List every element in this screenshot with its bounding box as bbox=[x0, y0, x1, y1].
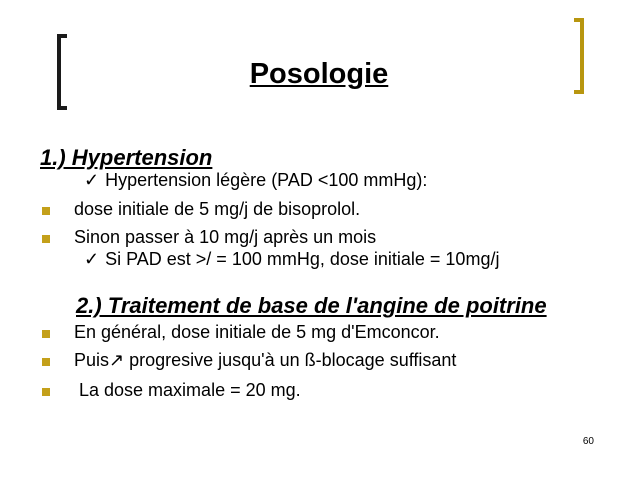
bullet-item-sinon-passer: Sinon passer à 10 mg/j après un mois bbox=[74, 227, 377, 247]
bullet-suffix-text: progresive jusqu'à un ß-blocage suffisant bbox=[124, 350, 457, 370]
page-number: 60 bbox=[582, 436, 594, 447]
square-bullet-icon bbox=[42, 388, 50, 396]
bullet-item-puis-progressive bbox=[74, 350, 456, 371]
square-bullet-icon bbox=[42, 207, 50, 215]
check-item-si-pad bbox=[84, 249, 499, 270]
checkmark-icon: ✓ bbox=[84, 249, 100, 269]
arrow-up-right-icon: ↗ bbox=[109, 350, 125, 370]
check-item-text: Si PAD est >/ = 100 mmHg, dose initiale = 10mg/j bbox=[105, 249, 500, 269]
section-heading-angine: 2.) Traitement de base de l'angine de poitrine bbox=[76, 293, 547, 318]
bullet-item-dose-initiale: dose initiale de 5 mg/j de bisoprolol. bbox=[74, 199, 361, 219]
bullet-item-dose-maximale: La dose maximale = 20 mg. bbox=[74, 380, 301, 400]
square-bullet-icon bbox=[42, 330, 50, 338]
bullet-prefix-text: Puis bbox=[74, 350, 110, 370]
square-bullet-icon bbox=[42, 235, 50, 243]
section-heading-hypertension: 1.) Hypertension bbox=[40, 145, 213, 170]
bullet-item-en-general: En général, dose initiale de 5 mg d'Emconcor. bbox=[74, 322, 440, 342]
slide-title: Posologie bbox=[249, 58, 389, 90]
checkmark-icon: ✓ bbox=[84, 170, 100, 190]
check-item-text: Hypertension légère (PAD <100 mmHg): bbox=[105, 170, 428, 190]
check-item-hypertension-legere bbox=[84, 170, 427, 191]
square-bullet-icon bbox=[42, 358, 50, 366]
